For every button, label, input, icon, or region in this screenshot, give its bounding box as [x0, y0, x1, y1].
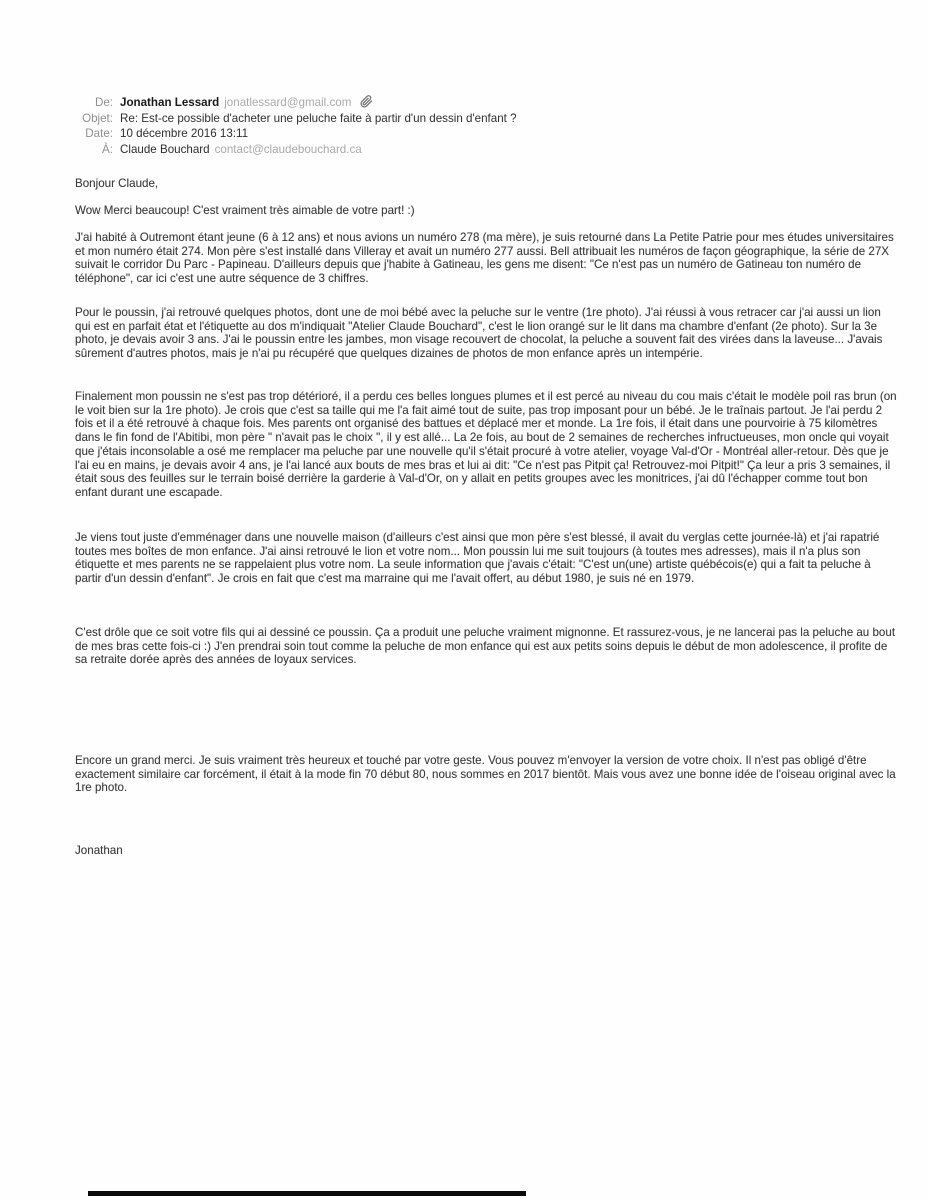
paragraph-new-house: Je viens tout juste d'emménager dans une nouvelle maison (d'ailleurs c'est ainsi que mon père s'est blessé, il avait du verglas cette journée-là) et j'ai rapatrié toutes mes boîtes de mon enfance. J'ai ainsi retrouvé le lion et votre nom... Mon poussin lui me suit toujours (à toutes mes adresses), mais il n'a plus son étiquette et mes parents ne se rappelaient plus votre nom. La seule information que j'avais c'était: "C'est un(une) artiste québécois(e) qui a fait ta peluche à partir d'un dessin d'enfant". Je crois en fait que c'est ma marraine qui me l'avait offert, au début 1980, je suis né en 1979. — [75, 531, 880, 586]
subject-value: Re: Est-ce possible d'acheter une peluche faite à partir d'un dessin d'enfant ? — [120, 111, 517, 125]
header-row-subject — [0, 111, 880, 127]
to-label: À: — [102, 143, 113, 157]
from-email: jonatlessard@gmail.com — [224, 96, 352, 109]
to-value — [120, 142, 362, 158]
paragraph-poussin-story: Finalement mon poussin ne s'est pas trop détérioré, il a perdu ces belles longues plumes et il est percé au niveau du cou mais c'était le modèle poil ras brun (on le voit bien sur la 1re photo). Je crois que c'est sa taille qui me l'a fait aimé tout de suite, pas trop imposant pour un bébé. Je le traînais partout. Je l'ai perdu 2 fois et il a été retrouvé à chaque fois. Mes parents ont organisé des battues et déplacé mer et monde. La 1re fois, il était dans une pourvoirie à 75 kilomètres dans le fin fond de l'Abitibi, mon père " n'avait pas le choix ", il y est allé... La 2e fois, au bout de 2 semaines de recherches infructueuses, mon oncle qui voyait que j'étais inconsolable a osé me remplacer ma peluche par une nouvelle qu'il s'était procuré à votre atelier, voyage Val-d'Or - Montréal aller-retour. Dès que je l'ai eu en mains, je devais avoir 4 ans, je l'ai lancé aux bouts de mes bras et lui ai dit: "Ce n'est pas Pitpit ça! Retrouvez-moi Pitpit!" Ça leur a pris 3 semaines, il était sous des feuilles sur le terrain boisé derrière la garderie à Val-d'Or, on y allait en petits groupes avec les monitrices, j'ai dû l'échapper comme tout bon enfant durant une escapade. — [75, 390, 897, 499]
greeting: Bonjour Claude, — [75, 177, 159, 190]
from-value — [120, 93, 373, 111]
date-label: Date: — [85, 127, 113, 141]
header-row-to — [0, 142, 880, 158]
signature: Jonathan — [75, 844, 123, 857]
paperclip-icon — [360, 95, 373, 113]
paragraph-drole: C'est drôle que ce soit votre fils qui ai dessiné ce poussin. Ça a produit une peluche vraiment mignonne. Et rassurez-vous, je ne lancerai pas la peluche au bout de mes bras cette fois-ci :) J'en prendrai soin tout comme la peluche de mon enfance qui est aux petits soins depuis le début de mon adolescence, il profite de sa retraite dorée après des années de loyaux services. — [75, 626, 896, 667]
header-row-from — [0, 93, 880, 111]
from-label: De: — [94, 96, 113, 109]
scan-artifact-bar — [88, 1191, 526, 1196]
date-value: 10 décembre 2016 13:11 — [120, 127, 249, 141]
to-name: Claude Bouchard — [120, 143, 210, 157]
paragraph-photos: Pour le poussin, j'ai retrouvé quelques photos, dont une de moi bébé avec la peluche sur le ventre (1re photo). J'ai réussi à vous retracer car j'ai aussi un lion qui est en parfait état et l'étiquette au dos m'indiquait "Atelier Claude Bouchard", c'est le lion orangé sur le lit dans ma chambre d'enfant (2e photo). Sur la 3e photo, je devais avoir 3 ans. J'ai le poussin entre les jambes, mon visage recouvert de chocolat, la peluche a souvent fait des virées dans la laveuse... J'avais sûrement d'autres photos, mais je n'ai pu récupéré que quelques dizaines de photos de mon enfance après un intempérie. — [75, 306, 883, 361]
paragraph-phone-numbers: J'ai habité à Outremont étant jeune (6 à 12 ans) et nous avions un numéro 278 (ma mère), je suis retourné dans La Petite Patrie pour mes études universitaires et mon numéro était 274. Mon père s'est installé dans Villeray et avait un numéro 277 aussi. Bell attribuait les numéros de façon géographique, la série de 27X suivait le corridor Du Parc - Papineau. D'ailleurs depuis que j'habite à Gatineau, les gens me disent: "Ce n'est pas un numéro de Gatineau ton numéro de téléphone", car ici c'est une autre séquence de 3 chiffres. — [75, 231, 894, 286]
from-name: Jonathan Lessard — [120, 96, 220, 109]
subject-label: Objet: — [82, 111, 113, 125]
paragraph-closing: Encore un grand merci. Je suis vraiment très heureux et touché par votre geste. Vous pouvez m'envoyer la version de votre choix. Il n'est pas obligé d'être exactement similaire car forcément, il était à la mode fin 70 début 80, nous sommes en 2017 bientôt. Mais vous avez une bonne idée de l'oiseau original avec la 1re photo. — [75, 754, 896, 795]
paragraph-thanks: Wow Merci beaucoup! C'est vraiment très aimable de votre part! :) — [75, 204, 415, 217]
header-row-date — [0, 126, 880, 142]
email-header — [0, 93, 880, 158]
to-email: contact@claudebouchard.ca — [214, 143, 362, 157]
